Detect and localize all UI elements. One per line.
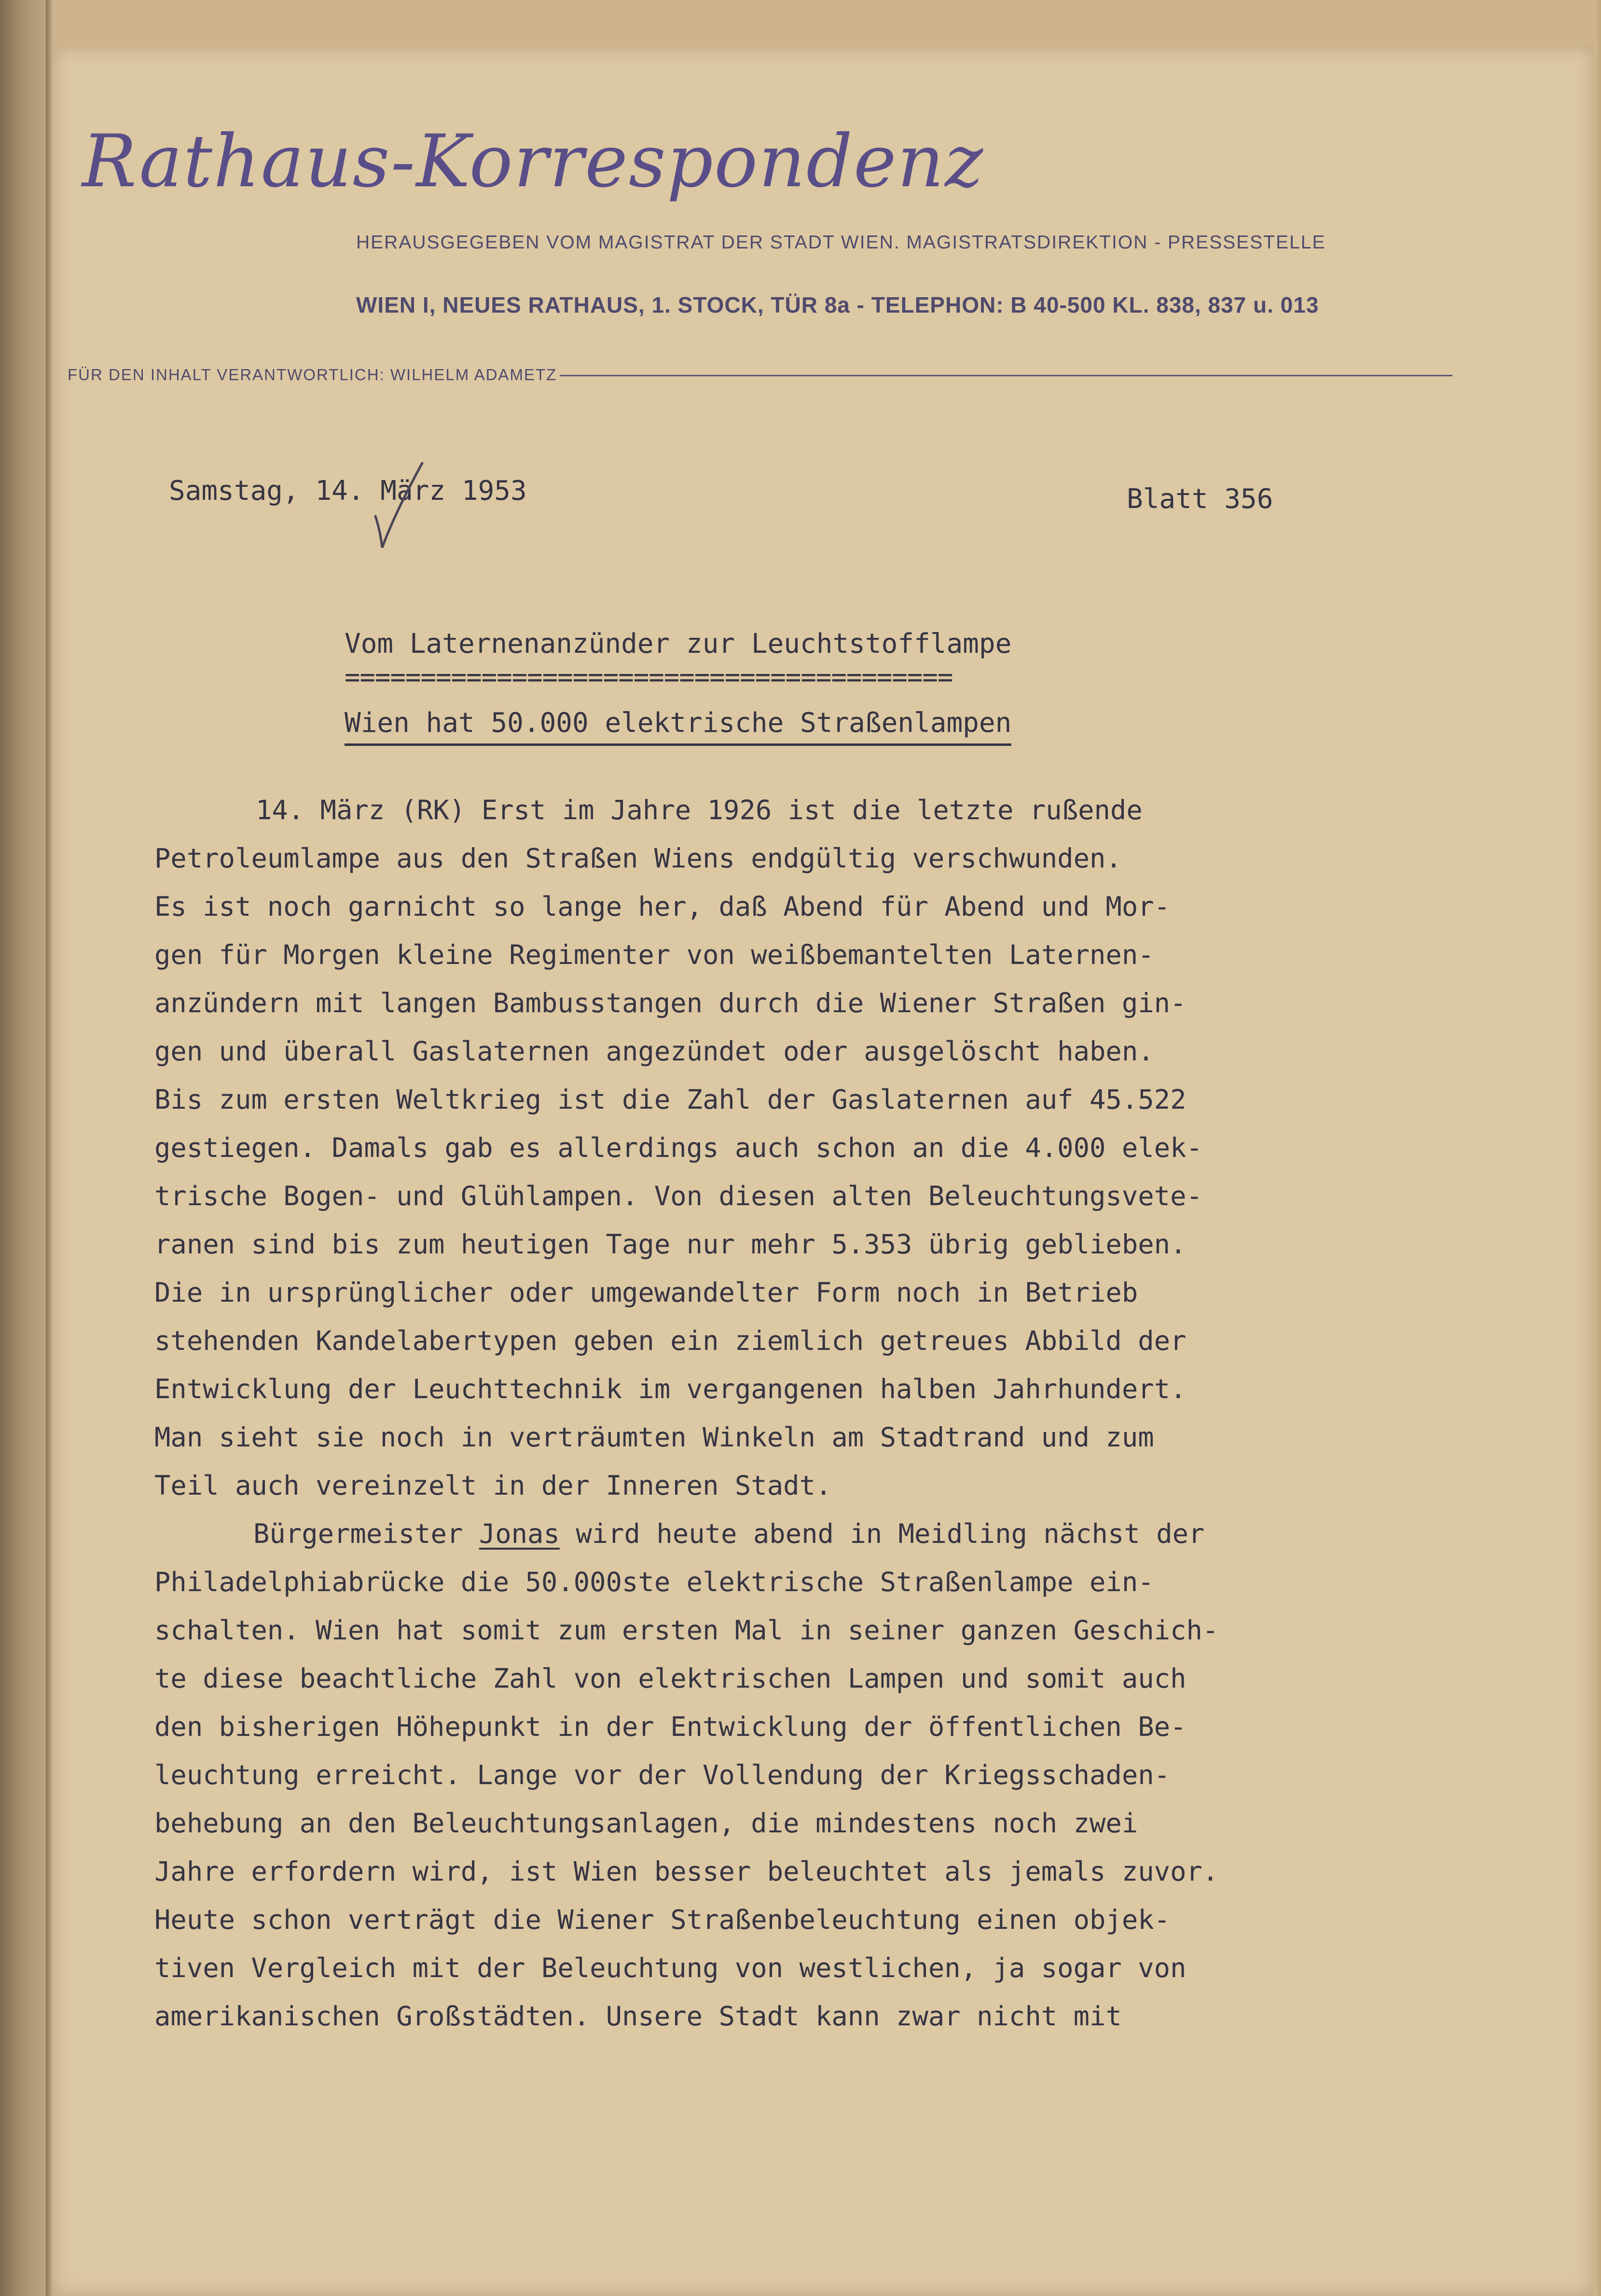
article-body — [154, 786, 1491, 2041]
text-line: Entwicklung der Leuchttechnik im vergangenen halben Jahrhundert. — [154, 1374, 1187, 1405]
book-binding — [0, 0, 46, 2296]
date-line: Samstag, 14. März 1953 — [169, 475, 527, 507]
text-line: schalten. Wien hat somit zum ersten Mal in seiner ganzen Geschich- — [154, 1615, 1219, 1646]
signature-rule — [560, 375, 1452, 376]
address-line: WIEN I, NEUES RATHAUS, 1. STOCK, TÜR 8a - TELEPHON: B 40-500 KL. 838, 837 u. 013 — [356, 292, 1319, 317]
text-line: Man sieht sie noch in verträumten Winkeln am Stadtrand und zum — [154, 1422, 1154, 1453]
binding-edge — [46, 0, 53, 2296]
text-line: Teil auch vereinzelt in der Inneren Stadt. — [154, 1470, 832, 1501]
checkmark-icon — [372, 458, 425, 555]
text-line: Die in ursprünglicher oder umgewandelter Form noch in Betrieb — [154, 1277, 1138, 1308]
text-line: gen und überall Gaslaternen angezündet oder ausgelöscht haben. — [154, 1036, 1154, 1067]
text-line: Es ist noch garnicht so lange her, daß Abend für Abend und Mor- — [154, 891, 1171, 922]
responsible-text: FÜR DEN INHALT VERANTWORTLICH: WILHELM ADAMETZ — [68, 366, 557, 384]
page-edge — [1594, 0, 1601, 2296]
text-fragment: wird heute abend in Meidling nächst der — [576, 1518, 1205, 1550]
text-line: te diese beachtliche Zahl von elektrischen Lampen und somit auch — [154, 1663, 1187, 1694]
text-line: den bisherigen Höhepunkt in der Entwicklung der öffentlichen Be- — [154, 1711, 1187, 1743]
text-line — [154, 1510, 1491, 1558]
text-line: leuchtung erreicht. Lange vor der Vollendung der Kriegsschaden- — [154, 1760, 1171, 1791]
text-line: Bis zum ersten Weltkrieg ist die Zahl der Gaslaternen auf 45.522 — [154, 1084, 1187, 1115]
paragraph-2 — [154, 1510, 1491, 2041]
text-line: tiven Vergleich mit der Beleuchtung von westlichen, ja sogar von — [154, 1952, 1187, 1984]
text-line: ranen sind bis zum heutigen Tage nur mehr 5.353 übrig geblieben. — [154, 1229, 1187, 1260]
sheet-number: Blatt 356 — [1127, 483, 1273, 515]
text-line: gestiegen. Damals gab es allerdings auch schon an die 4.000 elek- — [154, 1132, 1202, 1164]
article-heading: Vom Laternenanzünder zur Leuchtstofflampe — [345, 628, 1012, 660]
publisher-line: HERAUSGEGEBEN VOM MAGISTRAT DER STADT WIEN. MAGISTRATSDIREKTION - PRESSESTELLE — [356, 232, 1326, 253]
text-line: trische Bogen- und Glühlampen. Von diesen alten Beleuchtungsvete- — [154, 1181, 1202, 1212]
article-subheading: Wien hat 50.000 elektrische Straßenlampen — [345, 707, 1011, 746]
text-line: gen für Morgen kleine Regimenter von weißbemantelten Laternen- — [154, 939, 1154, 971]
text-line: behebung an den Beleuchtungsanlagen, die mindestens noch zwei — [154, 1808, 1138, 1839]
text-line: stehenden Kandelabertypen geben ein ziemlich getreues Abbild der — [154, 1325, 1187, 1357]
heading-double-rule: ======================================== — [345, 662, 953, 692]
text-line: Jahre erfordern wird, ist Wien besser beleuchtet als jemals zuvor. — [154, 1856, 1219, 1887]
text-line: Petroleumlampe aus den Straßen Wiens endgültig verschwunden. — [154, 843, 1122, 874]
mayor-name: Jonas — [479, 1518, 560, 1550]
text-line: Heute schon verträgt die Wiener Straßenbeleuchtung einen objek- — [154, 1904, 1171, 1936]
mayor-title: Bürgermeister — [253, 1518, 463, 1550]
text-line: amerikanischen Großstädten. Unsere Stadt kann zwar nicht mit — [154, 2001, 1122, 2032]
masthead-title: Rathaus-Korrespondenz — [82, 120, 984, 204]
text-line: Philadelphiabrücke die 50.000ste elektrische Straßenlampe ein- — [154, 1567, 1154, 1598]
responsible-line — [68, 366, 1452, 388]
paragraph-1 — [154, 786, 1491, 1510]
text-line: anzündern mit langen Bambusstangen durch die Wiener Straßen gin- — [154, 988, 1187, 1019]
text-line: 14. März (RK) Erst im Jahre 1926 ist die letzte rußende — [256, 795, 1143, 826]
